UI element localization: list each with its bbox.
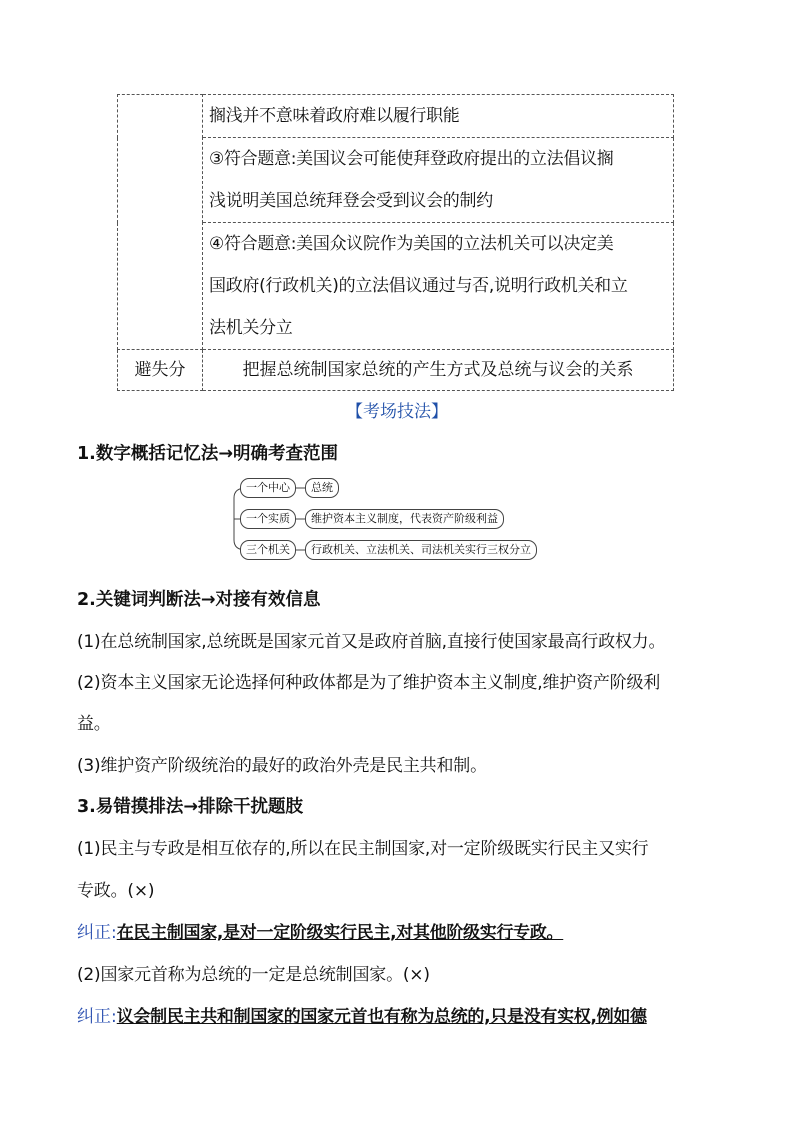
correction-text: 在民主制国家,是对一定阶级实行民主,对其他阶级实行专政。	[116, 923, 564, 943]
section-1-title: 1.数字概括记忆法→明确考查范围	[77, 444, 338, 464]
analysis-table	[117, 94, 674, 391]
diagram-value-essence: 维护资本主义制度，代表资产阶级利益	[305, 509, 504, 529]
diagram-label-center: 一个中心	[240, 478, 296, 498]
paragraph: (2)资本主义国家无论选择何种政体都是为了维护资本主义制度,维护资产阶级利	[77, 673, 661, 693]
correction-label: 纠正:	[77, 1007, 117, 1027]
diagram-value-organs: 行政机关、立法机关、司法机关实行三权分立	[305, 540, 537, 560]
table-line: ④符合题意:美国众议院作为美国的立法机关可以决定美	[209, 234, 614, 254]
diagram-label-organs: 三个机关	[240, 540, 296, 560]
paragraph: (3)维护资产阶级统治的最好的政治外壳是民主共和制。	[77, 756, 487, 776]
correction-label: 纠正:	[77, 923, 117, 943]
diagram-value-center: 总统	[305, 478, 339, 498]
table-cell-row3	[203, 223, 674, 350]
paragraph: (2)国家元首称为总统的一定是总统制国家。(×)	[77, 965, 430, 985]
correction-1	[77, 918, 563, 943]
table-bottom-text: 把握总统制国家总统的产生方式及总统与议会的关系	[203, 350, 674, 391]
table-cell-row1	[203, 95, 674, 138]
table-line: 法机关分立	[209, 318, 293, 338]
section-3-title: 3.易错摸排法→排除干扰题肢	[77, 797, 303, 817]
table-cell-row2	[203, 138, 674, 223]
paragraph: (1)在总统制国家,总统既是国家元首又是政府首脑,直接行使国家最高行政权力。	[77, 632, 666, 652]
memory-diagram	[232, 474, 562, 564]
table-line: 搁浅并不意味着政府难以履行职能	[209, 106, 460, 126]
correction-text: 议会制民主共和制国家的国家元首也有称为总统的,只是没有实权,例如德	[116, 1007, 647, 1027]
section-2-title: 2.关键词判断法→对接有效信息	[77, 590, 321, 610]
table-line: 国政府(行政机关)的立法倡议通过与否,说明行政机关和立	[209, 276, 628, 296]
paragraph: (1)民主与专政是相互依存的,所以在民主制国家,对一定阶级既实行民主又实行	[77, 839, 649, 859]
table-empty-cell	[118, 95, 203, 350]
section-heading: 【考场技法】	[346, 402, 448, 422]
table-label-cell: 避失分	[118, 350, 203, 391]
table-line: 浅说明美国总统拜登会受到议会的制约	[209, 191, 493, 211]
correction-2	[77, 1002, 647, 1027]
paragraph: 专政。(×)	[77, 881, 155, 901]
diagram-label-essence: 一个实质	[240, 509, 296, 529]
paragraph: 益。	[77, 714, 111, 734]
table-line: ③符合题意:美国议会可能使拜登政府提出的立法倡议搁	[209, 149, 614, 169]
